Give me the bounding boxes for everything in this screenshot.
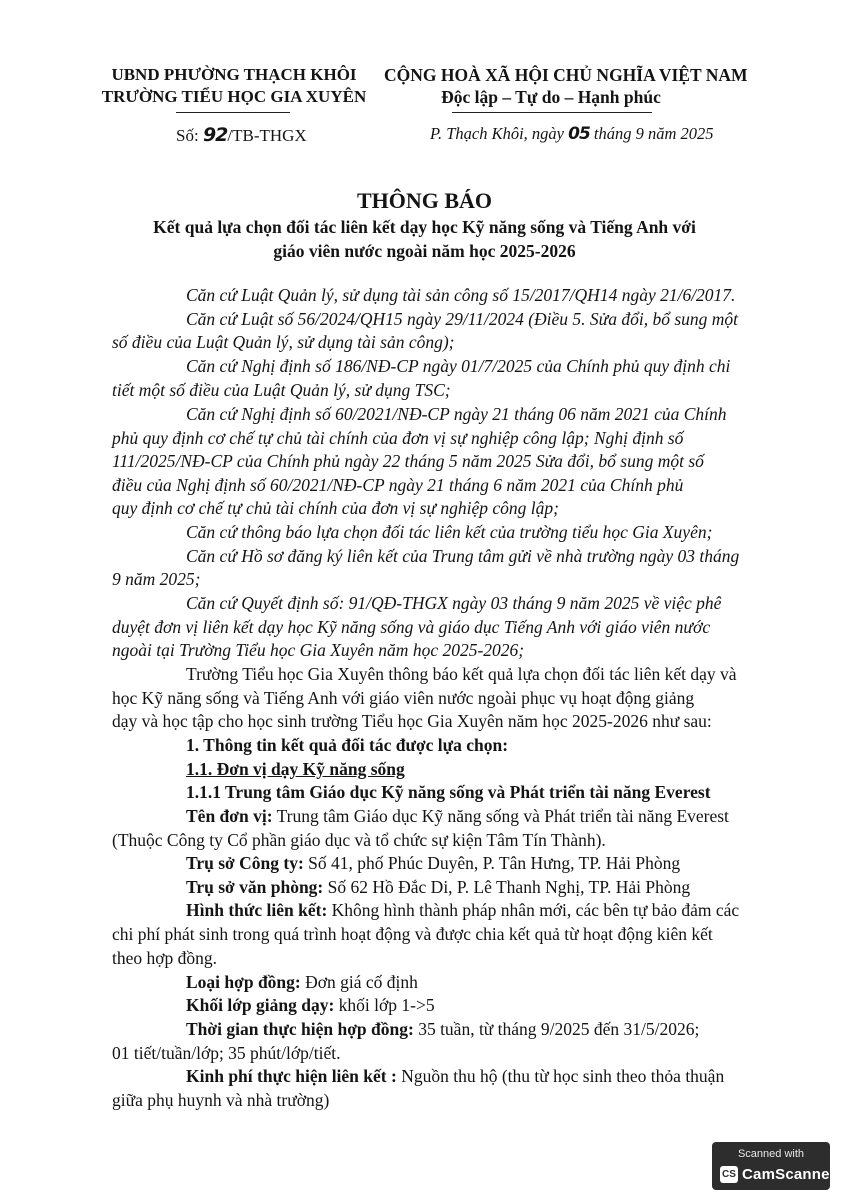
legal-basis-line: phủ quy định cơ chế tự chủ tài chính của đơn vị sự nghiệp công lập; Nghị định số	[112, 428, 684, 448]
company-address-row: Trụ sở Công ty: Số 41, phố Phúc Duyên, P. Tân Hưng, TP. Hải Phòng	[186, 853, 681, 873]
legal-basis-line: Căn cứ Hồ sơ đăng ký liên kết của Trung tâm gửi về nhà trường ngày 03 tháng	[186, 546, 740, 566]
legal-basis-line: số điều của Luật Quản lý, sử dụng tài sản công);	[112, 332, 455, 352]
contract-type-row: Loại hợp đồng: Đơn giá cố định	[186, 972, 418, 992]
funding-row: Kinh phí thực hiện liên kết : Nguồn thu hộ (thu từ học sinh theo thỏa thuận	[186, 1066, 725, 1086]
watermark-caption: Scanned with	[737, 1148, 805, 1160]
legal-basis-line: 111/2025/NĐ-CP của Chính phủ ngày 22 tháng 5 năm 2025 Sửa đổi, bổ sung một số	[112, 451, 704, 471]
legal-basis-line: ngoài tại Trường Tiểu học Gia Xuyên năm học 2025-2026;	[112, 640, 525, 660]
section-heading-1-1: 1.1. Đơn vị dạy Kỹ năng sống	[186, 759, 405, 779]
document-subtitle-line: Kết quả lựa chọn đối tác liên kết dạy học Kỹ năng sống và Tiếng Anh với	[153, 217, 696, 237]
header-underline-left	[176, 112, 290, 113]
partnership-form-cont: chi phí phát sinh trong quá trình hoạt động và được chia kết quả từ hoạt động kiên kết	[112, 924, 713, 944]
intro-line: Trường Tiểu học Gia Xuyên thông báo kết quả lựa chọn đối tác liên kết dạy và	[186, 664, 737, 684]
camscanner-logo-icon: CS	[720, 1166, 738, 1183]
section-heading-1: 1. Thông tin kết quả đối tác được lựa chọn:	[186, 735, 509, 755]
unit-name-row: Tên đơn vị: Trung tâm Giáo dục Kỹ năng sống và Phát triển tài năng Everest	[186, 806, 729, 826]
legal-basis-line: Căn cứ thông báo lựa chọn đối tác liên kết của trường tiểu học Gia Xuyên;	[186, 522, 713, 542]
motto: Độc lập – Tự do – Hạnh phúc	[441, 87, 661, 107]
document-subtitle-line: giáo viên nước ngoài năm học 2025-2026	[273, 241, 576, 261]
contract-duration-cont: 01 tiết/tuần/lớp; 35 phút/lớp/tiết.	[112, 1043, 341, 1063]
org-school: TRƯỜNG TIỂU HỌC GIA XUYÊN	[101, 87, 367, 106]
legal-basis-line: Căn cứ Quyết định số: 91/QĐ-THGX ngày 03 tháng 9 năm 2025 về việc phê	[186, 593, 722, 613]
intro-line: học Kỹ năng sống và Tiếng Anh với giáo viên nước ngoài phục vụ hoạt động giảng	[112, 688, 695, 708]
document-number: Số: 92/TB-THGX	[176, 124, 307, 146]
legal-basis-line: Căn cứ Luật số 56/2024/QH15 ngày 29/11/2024 (Điều 5. Sửa đổi, bổ sung một	[186, 309, 739, 329]
partnership-form-row: Hình thức liên kết: Không hình thành pháp nhân mới, các bên tự bảo đảm các	[186, 900, 740, 920]
grade-levels-row: Khối lớp giảng dạy: khối lớp 1->5	[186, 995, 435, 1015]
partnership-form-cont: theo hợp đồng.	[112, 948, 218, 968]
legal-basis-line: điều của Nghị định số 60/2021/NĐ-CP ngày 21 tháng 6 năm 2021 của Chính phủ	[112, 475, 684, 495]
funding-cont: giữa phụ huynh và nhà trường)	[112, 1090, 330, 1110]
section-heading-1-1-1: 1.1.1 Trung tâm Giáo dục Kỹ năng sống và Phát triển tài năng Everest	[186, 782, 711, 802]
camscanner-watermark	[712, 1142, 836, 1190]
document-title: THÔNG BÁO	[356, 188, 493, 213]
legal-basis-line: 9 năm 2025;	[112, 569, 201, 589]
national-motto	[384, 64, 748, 108]
legal-basis-line: Căn cứ Nghị định số 186/NĐ-CP ngày 01/7/2025 của Chính phủ quy định chi	[186, 356, 731, 376]
watermark-brand: CamScanner	[742, 1166, 836, 1183]
org-ward: UBND PHƯỜNG THẠCH KHÔI	[111, 65, 357, 84]
office-address-row: Trụ sở văn phòng: Số 62 Hồ Đắc Di, P. Lê Thanh Nghị, TP. Hải Phòng	[186, 877, 691, 897]
legal-basis-line: duyệt đơn vị liên kết dạy học Kỹ năng sống và giáo dục Tiếng Anh với giáo viên nước	[112, 617, 711, 637]
handwritten-number: 92	[202, 124, 228, 146]
legal-basis-line: Căn cứ Luật Quản lý, sử dụng tài sản công số 15/2017/QH14 ngày 21/6/2017.	[186, 285, 736, 305]
intro-line: dạy và học tập cho học sinh trường Tiểu học Gia Xuyên năm học 2025-2026 như sau:	[112, 711, 712, 731]
contract-duration-row: Thời gian thực hiện hợp đồng: 35 tuần, từ tháng 9/2025 đến 31/5/2026;	[186, 1019, 700, 1039]
legal-basis-line: Căn cứ Nghị định số 60/2021/NĐ-CP ngày 21 tháng 06 năm 2021 của Chính	[186, 404, 727, 424]
header-underline-right	[452, 112, 652, 113]
issuing-organization	[96, 64, 372, 108]
legal-basis-line: tiết một số điều của Luật Quản lý, sử dụng TSC;	[112, 380, 451, 400]
unit-name-cont: (Thuộc Công ty Cổ phần giáo dục và tổ chức sự kiện Tâm Tín Thành).	[112, 830, 606, 850]
nation-name: CỘNG HOÀ XÃ HỘI CHỦ NGHĨA VIỆT NAM	[384, 65, 748, 85]
handwritten-day: 05	[568, 124, 590, 144]
legal-basis-line: quy định cơ chế tự chủ tài chính của đơn vị sự nghiệp công lập;	[112, 498, 559, 518]
document-date: P. Thạch Khôi, ngày 05 tháng 9 năm 2025	[430, 124, 714, 144]
